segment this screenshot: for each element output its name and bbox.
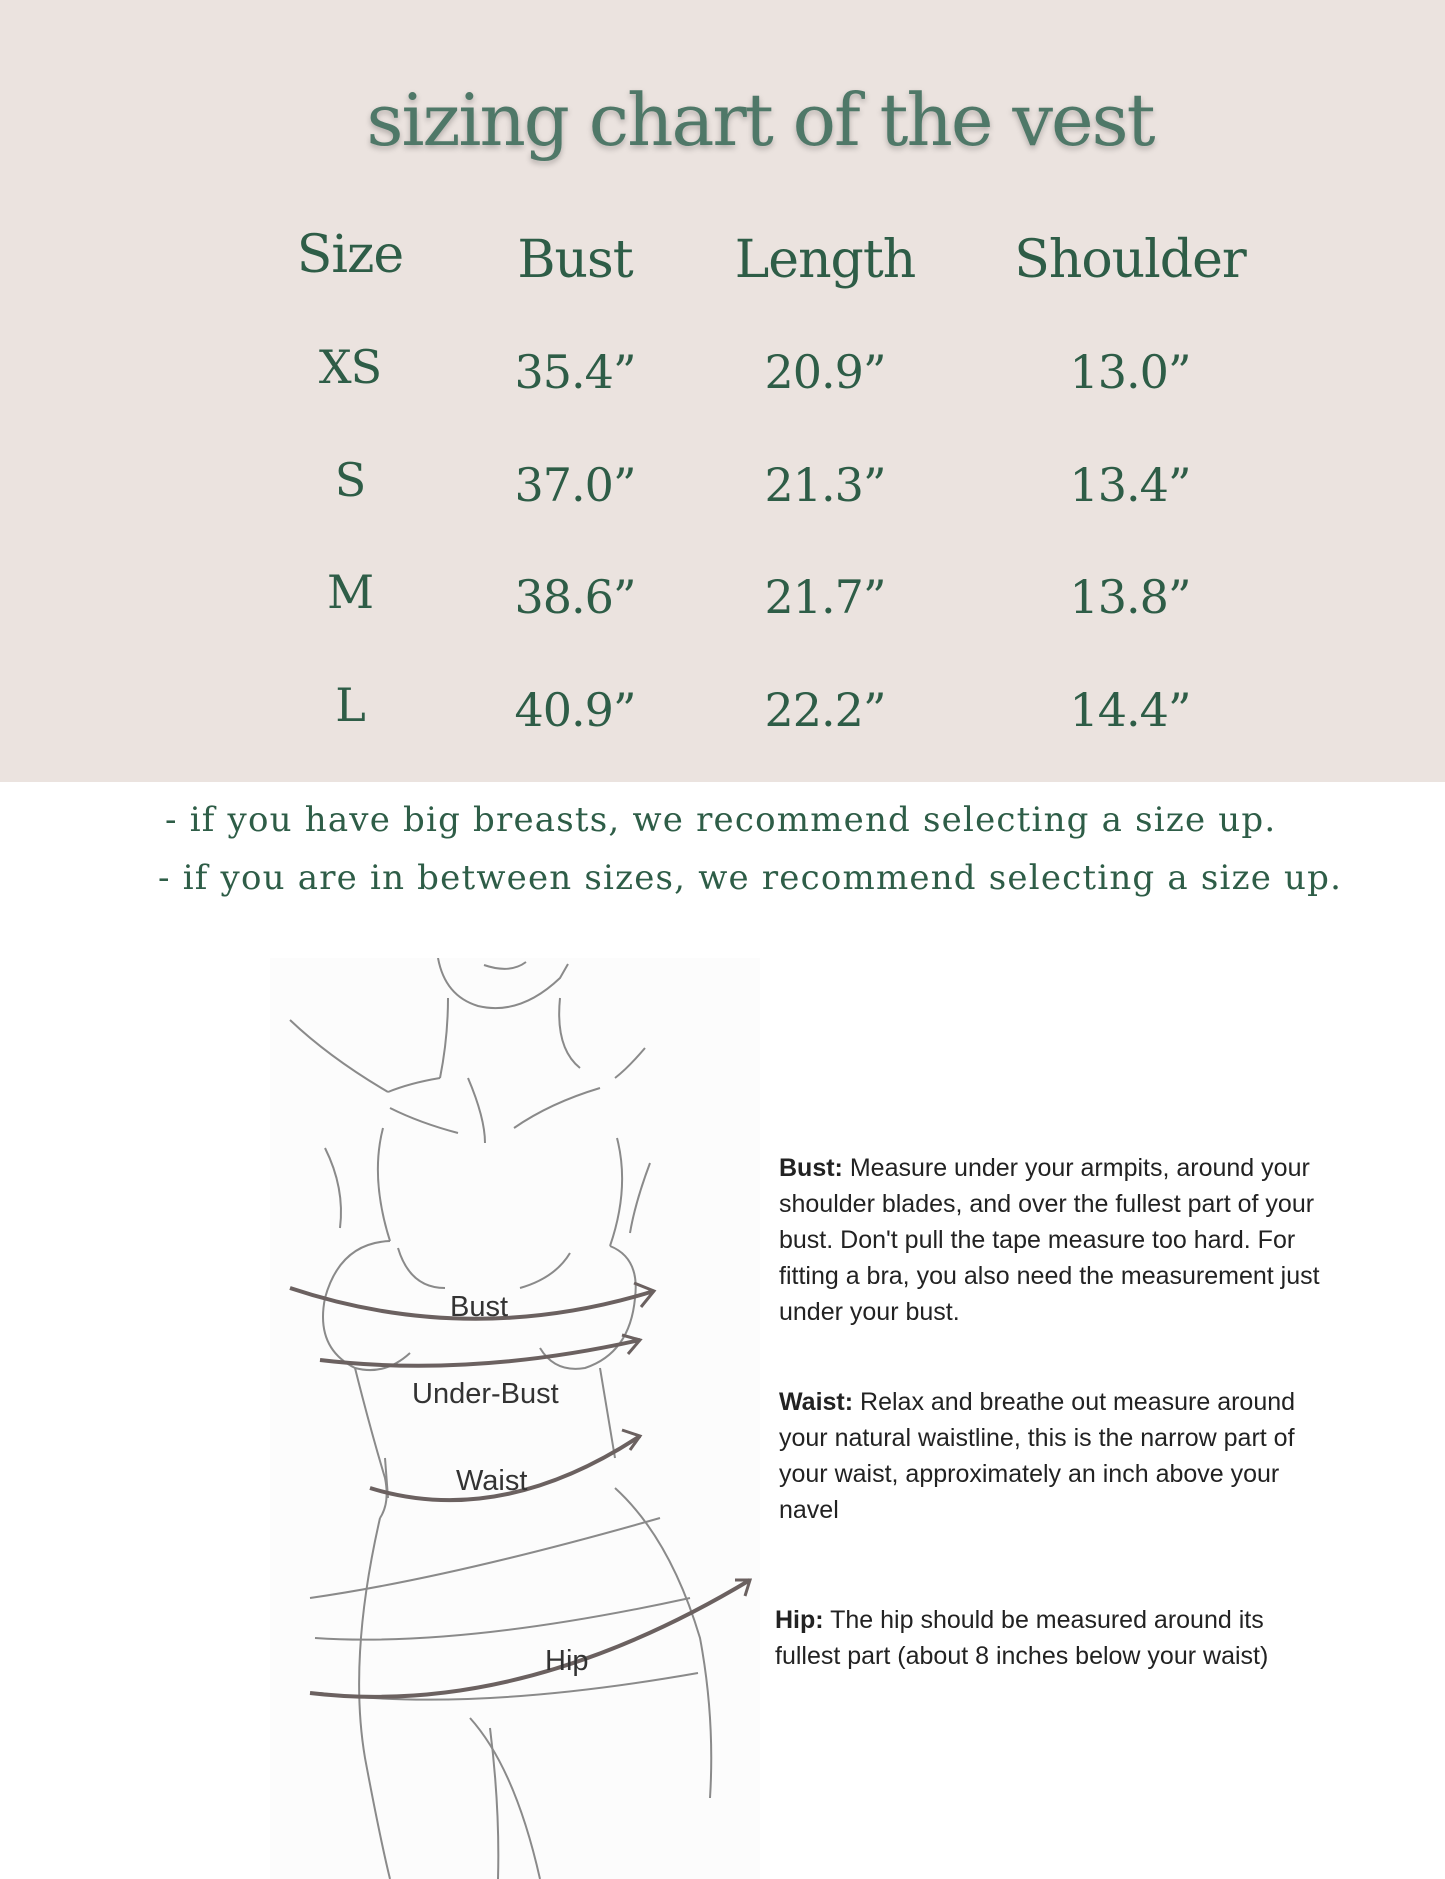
row-l-length: 22.2” <box>764 683 886 737</box>
hip-instruction <box>775 1602 1335 1674</box>
row-l-shoulder: 14.4” <box>1069 683 1191 737</box>
header-bust: Bust <box>517 230 633 290</box>
hip-label: Hip <box>545 1645 589 1677</box>
row-xs-length: 20.9” <box>764 345 886 399</box>
row-l-bust: 40.9” <box>514 683 636 737</box>
waist-term: Waist: <box>779 1388 854 1416</box>
row-xs-size: XS <box>318 340 382 394</box>
waist-label: Waist <box>456 1465 528 1497</box>
under-bust-label: Under-Bust <box>412 1378 559 1410</box>
note-between-sizes: - if you are in between sizes, we recommend selecting a size up. <box>158 858 1343 898</box>
hip-term: Hip: <box>775 1606 824 1634</box>
row-m-bust: 38.6” <box>514 570 636 624</box>
body-measurement-figure <box>270 958 760 1879</box>
hip-text: The hip should be measured around its fullest part (about 8 inches below your waist) <box>775 1606 1269 1670</box>
note-big-breasts: - if you have big breasts, we recommend selecting a size up. <box>165 800 1277 840</box>
row-xs-bust: 35.4” <box>514 345 636 399</box>
size-chart-panel <box>0 0 1445 782</box>
waist-text: Relax and breathe out measure around your natural waistline, this is the narrow part of your waist, approximately an inch above your navel <box>779 1388 1296 1524</box>
row-s-bust: 37.0” <box>514 458 636 512</box>
bust-instruction <box>779 1150 1339 1330</box>
row-s-size: S <box>334 453 366 507</box>
row-s-shoulder: 13.4” <box>1069 458 1191 512</box>
header-length: Length <box>734 230 916 290</box>
row-m-size: M <box>326 565 374 619</box>
waist-instruction <box>779 1384 1339 1528</box>
row-l-size: L <box>335 678 365 732</box>
bust-text: Measure under your armpits, around your shoulder blades, and over the fullest part of your bust. Don't pull the tape measure too hard. For fitting a bra, you also need the measurement just under your bust. <box>779 1154 1320 1326</box>
bust-label: Bust <box>450 1291 509 1323</box>
header-size: Size <box>296 225 404 285</box>
bust-term: Bust: <box>779 1154 843 1182</box>
row-xs-shoulder: 13.0” <box>1069 345 1191 399</box>
row-s-length: 21.3” <box>764 458 886 512</box>
header-shoulder: Shoulder <box>1014 230 1246 290</box>
page-title: sizing chart of the vest <box>366 78 1154 162</box>
row-m-shoulder: 13.8” <box>1069 570 1191 624</box>
row-m-length: 21.7” <box>764 570 886 624</box>
body-outline-drawing <box>270 958 760 1879</box>
